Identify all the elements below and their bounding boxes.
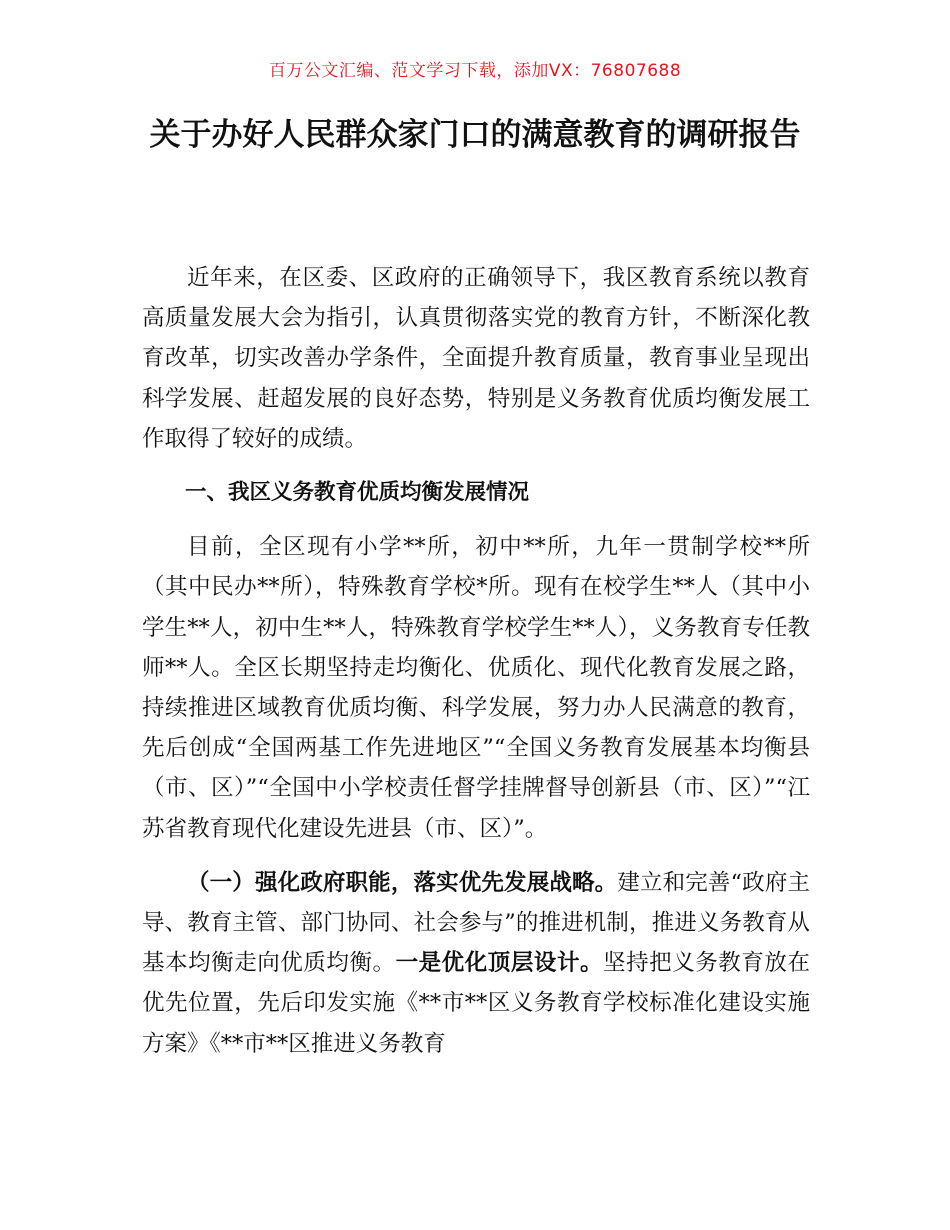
document-body xyxy=(142,258,810,1064)
section-heading-1: 一、我区义务教育优质均衡发展情况 xyxy=(185,480,530,506)
document-title: 关于办好人民群众家门口的满意教育的调研报告 xyxy=(149,117,801,153)
watermark-header: 百万公文汇编、范文学习下载，添加VX：76807688 xyxy=(268,61,682,81)
subsection1-text: 建立和完善“政府主导、教育主管、部门协同、社会参与”的推进机制，推进义务教育从基本均衡走向优质均衡。 xyxy=(142,869,810,977)
subsection1-paragraph xyxy=(142,863,810,1064)
point1-text: 坚持把义务教育放在优先位置，先后印发实施《**市**区义务教育学校标准化建设实施方案》《**市**区推进义务教育 xyxy=(142,950,810,1057)
point1-heading: 一是优化顶层设计。 xyxy=(395,950,604,977)
section1-paragraph: 目前，全区现有小学**所，初中**所，九年一贯制学校**所（其中民办**所），特殊教育学校*所。现有在校学生**人（其中小学生**人，初中生**人，特殊教育学校学生**人），义务教育专任教师**人。全区长期坚持走均衡化、优质化、现代化教育发展之路，持续推进区域教育优质均衡、科学发展，努力办人民满意的教育，先后创成“全国两基工作先进地区”“全国义务教育发展基本均衡县（市、区）”“全国中小学校责任督学挂牌督导创新县（市、区）”“江苏省教育现代化建设先进县（市、区）”。 xyxy=(142,534,810,842)
intro-paragraph: 近年来，在区委、区政府的正确领导下，我区教育系统以教育高质量发展大会为指引，认真贯彻落实党的教育方针，不断深化教育改革，切实改善办学条件，全面提升教育质量，教育事业呈现出科学发展、赶超发展的良好态势，特别是义务教育优质均衡发展工作取得了较好的成绩。 xyxy=(142,265,810,452)
subsection-heading-1: （一）强化政府职能，落实优先发展战略。 xyxy=(187,869,618,896)
